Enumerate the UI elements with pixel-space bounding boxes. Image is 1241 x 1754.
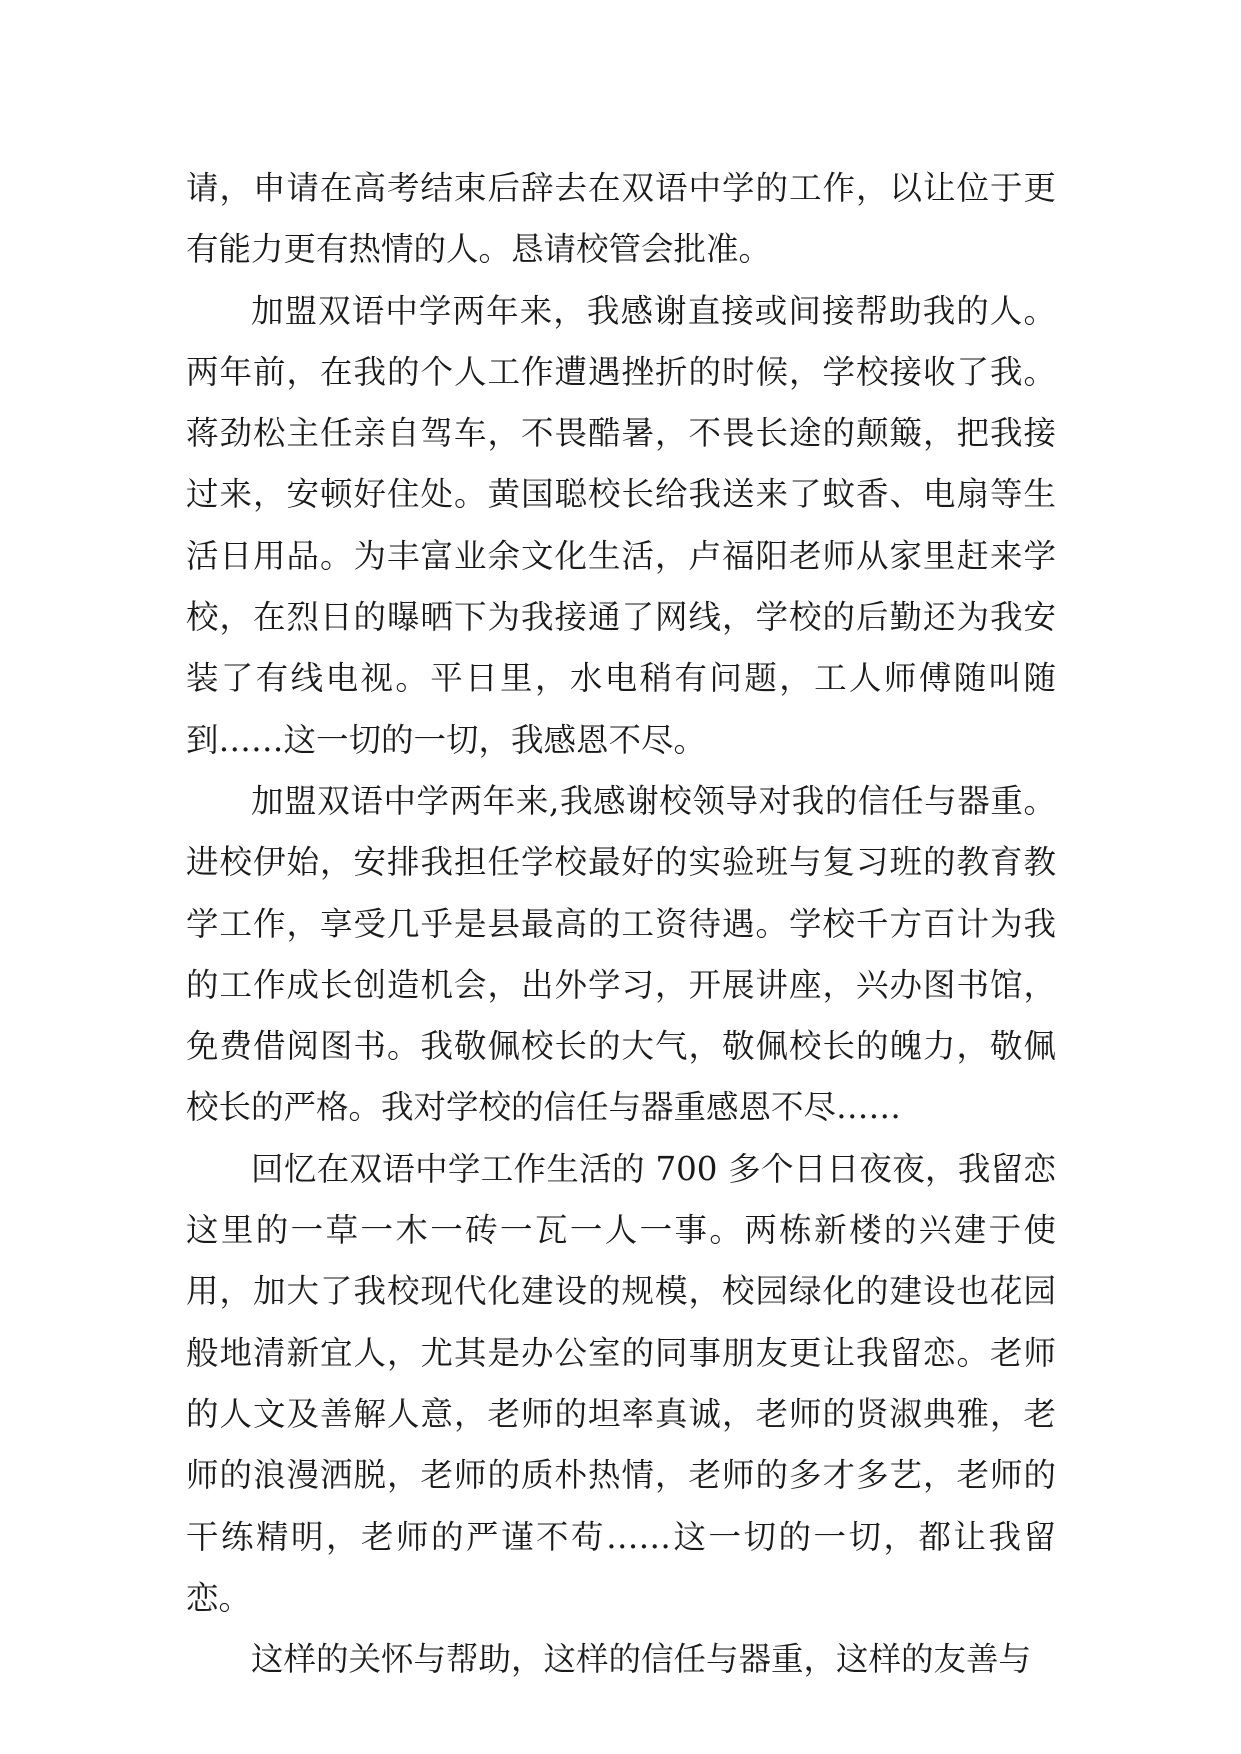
paragraph-3: 加盟双语中学两年来,我感谢校领导对我的信任与器重。进校伊始，安排我担任学校最好的实验班与复习班的教育教学工作，享受几乎是县最高的工资待遇。学校千方百计为我的工作成长创造机会，出外学习，开展讲座，兴办图书馆，免费借阅图书。我敬佩校长的大气，敬佩校长的魄力，敬佩校长的严格。我对学校的信任与器重感恩不尽……: [186, 781, 1056, 1127]
paragraph-4: 回忆在双语中学工作生活的 700 多个日日夜夜，我留恋这里的一草一木一砖一瓦一人一事。两栋新楼的兴建于使用，加大了我校现代化建设的规模，校园绿化的建设也花园般地清新宜人，尤其是办公室的同事朋友更让我留恋。老师的人文及善解人意，老师的坦率真诚，老师的贤淑典雅，老师的浪漫洒脱，老师的质朴热情，老师的多才多艺，老师的干练精明，老师的严谨不苟……这一切的一切，都让我留恋。: [186, 1149, 1056, 1617]
paragraph-5: 这样的关怀与帮助，这样的信任与器重，这样的友善与: [251, 1640, 1032, 1679]
paragraph-1: 请，申请在高考结束后辞去在双语中学的工作，以让位于更有能力更有热情的人。恳请校管会批准。: [186, 169, 1056, 269]
paragraph-2: 加盟双语中学两年来，我感谢直接或间接帮助我的人。两年前，在我的个人工作遭遇挫折的时候，学校接收了我。蒋劲松主任亲自驾车，不畏酷暑，不畏长途的颠簸，把我接过来，安顿好住处。黄国聪校长给我送来了蚊香、电扇等生活日用品。为丰富业余文化生活，卢福阳老师从家里赶来学校，在烈日的曝晒下为我接通了网线，学校的后勤还为我安装了有线电视。平日里，水电稍有问题，工人师傅随叫随到……这一切的一切，我感恩不尽。: [186, 291, 1056, 759]
document-body: [186, 158, 1056, 1690]
